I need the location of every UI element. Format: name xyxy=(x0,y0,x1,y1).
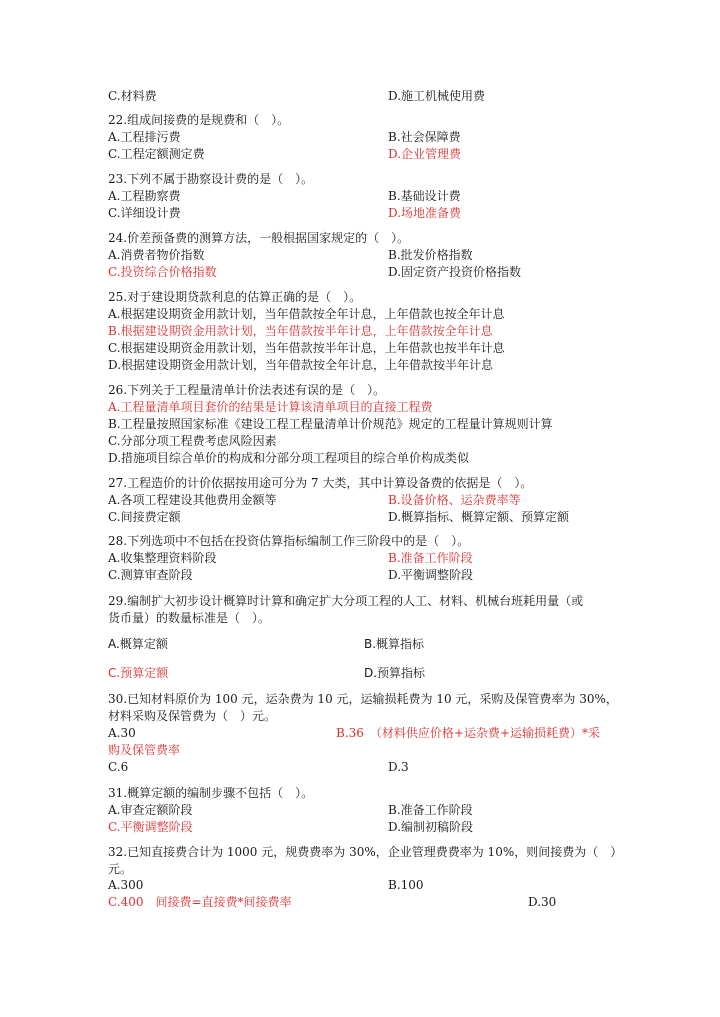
option-a: A.审查定额阶段 xyxy=(108,803,193,817)
option-b: B.社会保障费 xyxy=(388,130,461,144)
question-stem-cont: 材料采购及保管费为（ ）元。 xyxy=(108,709,277,723)
question-stem: 24.价差预备费的测算方法，一般根据国家规定的（ ）。 xyxy=(108,231,410,245)
option-c: C.工程定额测定费 xyxy=(108,147,205,161)
option-b: B.批发价格指数 xyxy=(388,248,473,262)
question-stem: 29.编制扩大初步设计概算时计算和确定扩大分项工程的人工、材料、机械台班耗用量（或 xyxy=(108,594,584,608)
answer-option-b-cont: 购及保管费率 xyxy=(108,743,181,757)
option-c: C.根据建设期资金用款计划，当年借款按半年计息，上年借款也按半年计息 xyxy=(108,341,505,355)
answer-option-c: C.平衡调整阶段 xyxy=(108,820,193,834)
option-d: D.根据建设期资金用款计划，当年借款按全年计息，上年借款按半年计息 xyxy=(108,358,494,372)
option-d: D.概算指标、概算定额、预算定额 xyxy=(388,510,570,524)
question-stem: 22.组成间接费的是规费和（ ）。 xyxy=(108,113,290,127)
option-c: C.6 xyxy=(108,760,129,774)
question-stem: 30.已知材料原价为 100 元，运杂费为 10 元，运输损耗费为 10 元，采购及保管费率为 30%， xyxy=(108,692,618,706)
answer-option-d: D.场地准备费 xyxy=(388,206,462,220)
question-stem: 25.对于建设期贷款利息的估算正确的是（ ）。 xyxy=(108,290,362,304)
option-a: A.工程勘察费 xyxy=(108,189,181,203)
question-stem: 32.已知直接费合计为 1000 元，规费费率为 30%，企业管理费费率为 10%，则间接费为（ ） xyxy=(108,845,623,859)
option-d: D.固定资产投资价格指数 xyxy=(388,265,522,279)
option-d: D.预算指标 xyxy=(364,666,426,680)
option-b: B.工程量按照国家标准《建设工程工程量清单计价规范》规定的工程量计算规则计算 xyxy=(108,417,553,431)
answer-option-c: C.预算定额 xyxy=(108,666,169,680)
option-c: C.间接费定额 xyxy=(108,510,181,524)
answer-option-c: C.投资综合价格指数 xyxy=(108,265,217,279)
option-d: D.3 xyxy=(388,760,409,774)
option-d: D.编制初稿阶段 xyxy=(388,820,474,834)
option-a: A.收集整理资料阶段 xyxy=(108,551,217,565)
option-c: C.详细设计费 xyxy=(108,206,181,220)
option-b: B.概算指标 xyxy=(364,637,425,651)
option-b: B.100 xyxy=(388,878,424,892)
question-stem: 26.下列关于工程量清单计价法表述有误的是（ ）。 xyxy=(108,383,386,397)
option-a: A.300 xyxy=(108,878,144,892)
answer-option-a: A.工程量清单项目套价的结果是计算该清单项目的直接工程费 xyxy=(108,400,433,414)
question-stem: 31.概算定额的编制步骤不包括（ ）。 xyxy=(108,786,314,800)
option-d: D.措施项目综合单价的构成和分部分项工程项目的综合单价构成类似 xyxy=(108,451,470,465)
option-c: C.测算审查阶段 xyxy=(108,568,193,582)
option-a: A.概算定额 xyxy=(108,637,168,651)
option-b: B.基础设计费 xyxy=(388,189,461,203)
option-b: B.准备工作阶段 xyxy=(388,803,473,817)
answer-option-c: C.400 间接费=直接费*间接费率 xyxy=(108,895,292,909)
answer-option-b: B.准备工作阶段 xyxy=(388,551,473,565)
answer-option-b: B.36 （材料供应价格+运杂费+运输损耗费）*采 xyxy=(336,726,601,740)
question-stem: 27.工程造价的计价依据按用途可分为 7 大类，其中计算设备费的依据是（ ）。 xyxy=(108,476,533,490)
answer-option-d: D.企业管理费 xyxy=(388,147,462,161)
option-a: A.30 xyxy=(108,726,136,740)
answer-option-b: B.设备价格、运杂费率等 xyxy=(388,493,521,507)
question-stem-cont: 元。 xyxy=(108,862,133,876)
question-stem: 28.下列选项中不包括在投资估算指标编制工作三阶段中的是（ ）。 xyxy=(108,534,470,548)
question-stem: 23.下列不属于勘察设计费的是（ ）。 xyxy=(108,172,314,186)
option-c: C.材料费 xyxy=(108,89,157,103)
option-a: A.消费者物价指数 xyxy=(108,248,205,262)
option-a: A.工程排污费 xyxy=(108,130,181,144)
question-stem-cont: 货币量）的数量标准是（ ）。 xyxy=(108,611,271,625)
option-d: D.施工机械使用费 xyxy=(388,89,486,103)
option-c: C.分部分项工程费考虑风险因素 xyxy=(108,434,277,448)
option-d: D.30 xyxy=(528,895,557,909)
answer-option-b: B.根据建设期资金用款计划，当年借款按半年计息，上年借款按全年计息 xyxy=(108,324,493,338)
option-a: A.根据建设期资金用款计划，当年借款按全年计息，上年借款也按全年计息 xyxy=(108,307,505,321)
option-a: A.各项工程建设其他费用金额等 xyxy=(108,493,277,507)
option-d: D.平衡调整阶段 xyxy=(388,568,474,582)
